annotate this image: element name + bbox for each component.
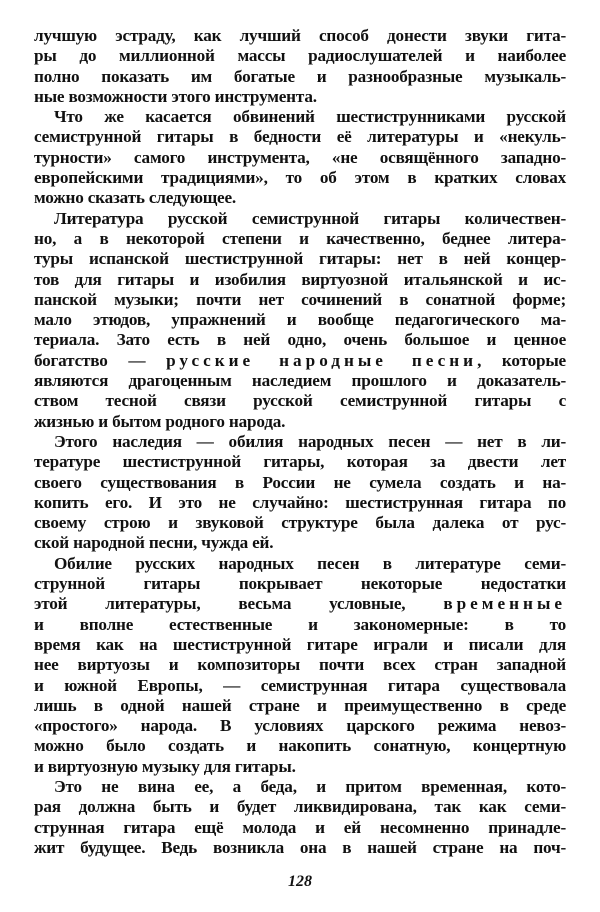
text-line: Что же касается обвинений шестиструнниками русской xyxy=(54,107,566,127)
text-line: семиструнной гитары в бедности её литературы и «некуль- xyxy=(34,127,566,147)
text-line: турности» самого инструмента, «не освящённого западно- xyxy=(34,147,566,167)
text-line: копить его. И это не случайно: шестиструнная гитара по xyxy=(34,492,566,512)
text-line: ством тесной связи русской семиструнной гитары с xyxy=(34,391,566,411)
text-line-spaced-emphasis xyxy=(34,594,566,614)
text-line: ры до миллионной массы радиослушателей и наиболее xyxy=(34,46,566,66)
text-line: своего существования в России не сумела создать и на- xyxy=(34,472,566,492)
text-line: ской народной песни, чужда ей. xyxy=(34,533,274,553)
paragraph-6 xyxy=(34,777,566,858)
text-run: , которые xyxy=(477,350,566,370)
text-line: териала. Зато есть в ней одно, очень большое и ценное xyxy=(34,330,566,350)
text-line: тературе шестиструнной гитары, которая за двести лет xyxy=(34,452,566,472)
text-line: струнная гитара ещё молода и ей несомненно принадле- xyxy=(34,817,566,837)
text-line: лишь в одной нашей стране и преимущественно в среде xyxy=(34,695,566,715)
text-line: мало этюдов, упражнений и вообще педагогического ма- xyxy=(34,310,566,330)
text-line: европейскими традициями», то об этом в кратких словах xyxy=(34,168,566,188)
text-line: Этого наследия — обилия народных песен — нет в ли- xyxy=(54,431,566,451)
text-line: но, а в некоторой степени и качественно, беднее литера- xyxy=(34,228,566,248)
spaced-emphasis: русские народные песни xyxy=(166,350,478,370)
paragraph-2 xyxy=(34,107,566,208)
text-run: этой литературы, весьма условные, xyxy=(34,594,444,614)
text-line: «простого» народа. В условиях царского режима невоз- xyxy=(34,716,566,736)
text-line: жизнью и бытом родного народа. xyxy=(34,411,286,431)
text-line: жит будущее. Ведь возникла она в нашей стране на поч- xyxy=(34,837,566,857)
text-line: ные возможности этого инструмента. xyxy=(34,86,317,106)
text-line: струнной гитары покрывает некоторые недостатки xyxy=(34,574,566,594)
page-number: 128 xyxy=(288,873,312,890)
text-line: Обилие русских народных песен в литературе семи- xyxy=(54,553,566,573)
text-line: Литература русской семиструнной гитары количествен- xyxy=(54,208,566,228)
text-line: рая должна быть и будет ликвидирована, так как семи- xyxy=(34,797,566,817)
text-line: тов для гитары и изобилия виртуозной итальянской и ис- xyxy=(34,269,566,289)
book-page-text xyxy=(34,26,566,858)
paragraph-4 xyxy=(34,432,566,554)
paragraph-5 xyxy=(34,554,566,777)
text-line: Это не вина ее, а беда, и притом временная, кото- xyxy=(54,776,566,796)
text-line: панской музыки; почти нет сочинений в сонатной форме; xyxy=(34,289,566,309)
text-line: полно показать им богатые и разнообразные музыкаль- xyxy=(34,66,566,86)
text-line-spaced-emphasis xyxy=(34,351,566,371)
paragraph-3 xyxy=(34,209,566,432)
text-line: можно было создать и накопить сонатную, концертную xyxy=(34,736,566,756)
text-line: своему строю и звуковой структуре была далека от рус- xyxy=(34,513,566,533)
text-line: и южной Европы, — семиструнная гитара существовала xyxy=(34,675,566,695)
spaced-emphasis: временные xyxy=(443,594,566,614)
text-line: время как на шестиструнной гитаре играли и писали для xyxy=(34,634,566,654)
text-line: и вполне естественные и закономерные: в то xyxy=(34,614,566,634)
text-line: туры испанской шестиструнной гитары: нет в ней концер- xyxy=(34,249,566,269)
text-run: богатство — xyxy=(34,350,167,370)
text-line: являются драгоценным наследием прошлого и доказатель- xyxy=(34,371,566,391)
text-line: лучшую эстраду, как лучший способ донести звуки гита- xyxy=(34,26,566,45)
text-line: можно сказать следующее. xyxy=(34,188,237,208)
text-line: и виртуозную музыку для гитары. xyxy=(34,756,296,776)
text-line: нее виртуозы и композиторы почти всех стран западной xyxy=(34,655,566,675)
paragraph-1 xyxy=(34,26,566,107)
